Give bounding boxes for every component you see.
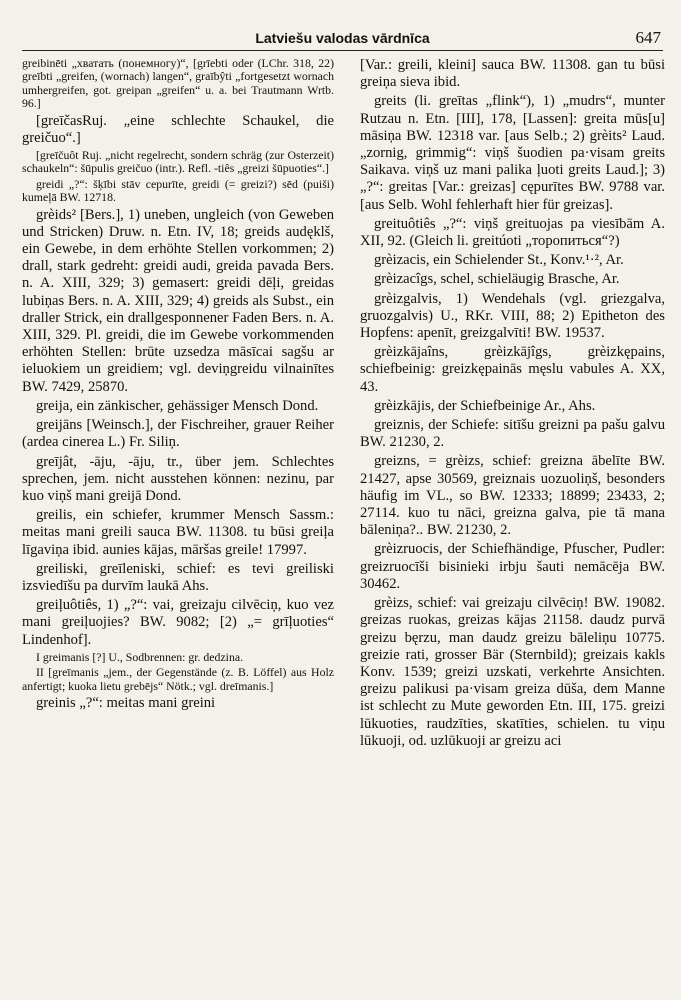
dictionary-entry: greibinēti „хватать (понемногу)“, [grīebti oder (LChr. 318, 22) greībti „greifen, (wornach) langen“, graībŷti „fortgesetzt wornach umhergreifen, got. greipan „greifen“ u. a. bei Trautmann Wrtb. 96.] <box>22 57 334 111</box>
dictionary-entry: greidi „?“: šķībi stāv cepurīte, greidi (= greizi?) sēd (puiši) kumeļā BW. 12718. <box>22 176 334 205</box>
dictionary-entry: greilis, ein schiefer, krummer Mensch Sassm.: meitas mani greili sauca BW. 11308. tu būsi greiļa līgaviņa ibid. aunies kājas, māršas greile! 17997. <box>22 507 334 558</box>
right-column <box>360 57 665 992</box>
dictionary-entry: greinis „?“: meitas mani greini <box>36 694 216 711</box>
dictionary-entry: greiznis, der Schiefe: sitīšu greizni pa pašu galvu BW. 21230, 2. <box>360 417 665 451</box>
dictionary-entry: [Var.: greili, kleini] sauca BW. 11308. gan tu būsi greiņa sieva ibid. <box>360 57 665 91</box>
dictionary-entry: [greīčasRuj. „eine schlechte Schaukel, die greičuo“.] <box>22 112 334 146</box>
dictionary-entry: grèids² [Bers.], 1) uneben, ungleich (von Geweben und Stricken) Druw. n. Etn. IV, 18; greids audęklš, ein Gewebe, in dem erhöhte Stellen vorkommen; 2) drall, stark gedreht: greidi audi, greida pavada Bers. n. A. XIII, 329; 3) gemasert: greidi dēļi, greidas lubiņas Bers. n. A. XIII, 329; 4) greids als Subst., ein draller Strick, ein drallgesponnener Faden Bers. n. A. XIII, 329. Pl. greidi, die im Gewebe vorkommenden erhöhten Stellen: brūte uzsedza māsīcai sagšu ar ieluokiem un greidiem; vgl. deviņgreidu vilnainītes BW. 7429, 25870. <box>22 206 334 395</box>
dictionary-entry: grèizs, schief: vai greizaju cilvēciņ! BW. 19082. greizas ruokas, greizas kājas 21158. daudz purvā greizu bęrzu, man daudz greizu bāleliņu 10775. greizie rati, grosser Bär (Sternbild); greizais kakls Konv. 1539; greizi uzskati, verkehrte Ansichten. greizu palikusi pa·visam greiza dūša, dem Manne ist schlecht zu Mute geworden Etn. III, 175. greizi lūkuoties, raudzīties, skatīties, schielen. tu viņu lūkuoji, od. uzlūkuoji ar greizu aci <box>360 595 665 749</box>
dictionary-entry: I greimanis [?] U., Sodbrennen: gr. dedzina. <box>36 649 244 664</box>
page-number: 647 <box>635 28 661 47</box>
dictionary-entry: greits (li. greītas „flink“), 1) „mudrs“, munter Rutzau n. Etn. [III], 178, [Lassen]: greita mūs[u] māsiņa BW. 12318 var. [aus Selb.; 2) grèits² Laud. „zornig, grimmig“: viņš šuodien pa·visam greits Saikava. viņš uz mani palika ļuoti greits Laud.]; 3) „?“: greitas [Var.: greizas] cępurītes BW. 9788 var. [aus Selb. Wohl fehlerhaft hier für greizas]. <box>360 93 665 213</box>
dictionary-entry: grèizacîgs, schel, schieläugig Brasche, Ar. <box>374 271 620 288</box>
left-column <box>22 57 334 992</box>
dictionary-entry: greiļuôtiês, 1) „?“: vai, greizaju cilvēciņ, kuo vez mani greiļuojies? BW. 9082; [2) „= grīļuoties“ Lindenhof]. <box>22 597 334 648</box>
dictionary-entry: II [greīmanis „jem., der Gegenstände (z. B. Löffel) aus Holz anfertigt; kuoka lietu grebējs“ Nötk.; vgl. dreīmanis.] <box>22 665 334 693</box>
dictionary-entry: grèizkājis, der Schiefbeinige Ar., Ahs. <box>374 397 596 414</box>
dictionary-entry: greiliski, greīleniski, schief: es tevi greiliski izsviedīšu pa durvīm laukā Ahs. <box>22 560 334 594</box>
dictionary-entry: [greīčuôt Ruj. „nicht regelrecht, sondern schräg (zur Osterzeit) schaukeln“: šūpulis greičuo (intr.). Refl. -tiês „greizi šūpuoties“.] <box>22 148 334 176</box>
header-rule <box>22 50 663 51</box>
dictionary-entry: greija, ein zänkischer, gehässiger Mensch Dond. <box>36 397 319 414</box>
dictionary-entry: grèizkājaîns, grèizkājîgs, grèizkępains, schiefbeinig: greizkępainās męslu vabules A. XX, 43. <box>360 344 665 395</box>
dictionary-entry: grèizruocis, der Schiefhändige, Pfuscher, Pudler: greizruocīši bisinieki irbju šauti nemācēja BW. 30462. <box>360 541 665 592</box>
dictionary-entry: greijāns [Weinsch.], der Fischreiher, grauer Reiher (ardea cinerea L.) Fr. Siliņ. <box>22 417 334 451</box>
dictionary-entry: grèizgalvis, 1) Wendehals (vgl. griezgalva, gruozgalvis) U., RKr. VIII, 88; 2) Epitheton des Hopfens: apenīt, greizgalvīti! BW. 19537. <box>360 290 665 342</box>
running-title: Latviešu valodas vārdnīca <box>255 30 430 46</box>
dictionary-entry: greituôtiês „?“: viņš greituojas pa viesībām A. XII, 92. (Gleich li. greitúoti „торопиться“?) <box>360 215 665 250</box>
dictionary-entry: greizns, = grèizs, schief: greizna ābelīte BW. 21427, apse 30569, greiznais uozuoliņš, besonders häufig im VL., so BW. 12333; 18899; 23433, 2; 27114. kuo tu nāci, greizna galva, pie tā mana bāleniņa?.. BW. 21230, 2. <box>360 453 665 539</box>
page-header <box>22 26 663 50</box>
dictionary-entry: greījât, -āju, -āju, tr., über jem. Schlechtes sprechen, jem. nicht ausstehen können: nezinu, par kuo viņš mani greijā Dond. <box>22 453 334 504</box>
dictionary-entry: grèizacis, ein Schielender St., Konv.¹·², Ar. <box>374 252 624 269</box>
